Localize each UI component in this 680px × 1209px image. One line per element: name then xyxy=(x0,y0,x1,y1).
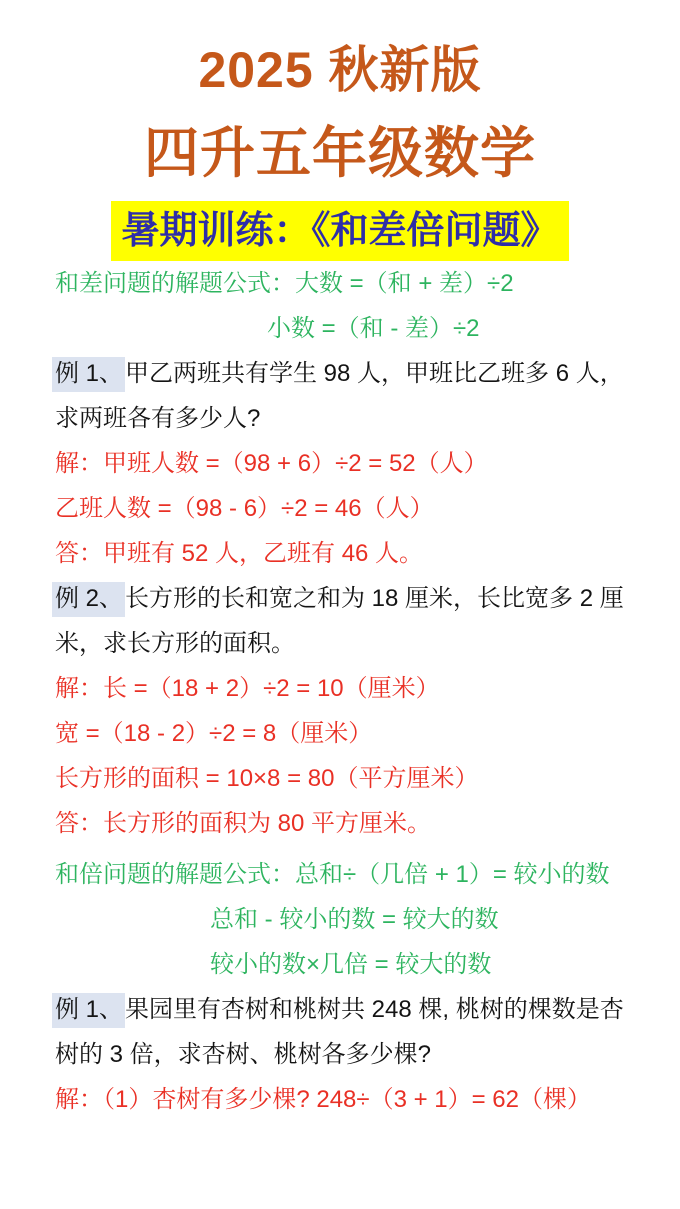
example3-solutions xyxy=(55,1077,638,1122)
sum-diff-formula-line1: 和差问题的解题公式：大数 =（和 + 差）÷2 xyxy=(55,269,514,297)
sum-multiple-formula xyxy=(55,852,638,987)
worksheet-content xyxy=(0,261,680,1122)
example1-solution-line2: 乙班人数 =（98 - 6）÷2 = 46（人） xyxy=(55,494,434,522)
banner-row xyxy=(0,201,680,261)
example2-answer-line: 答：长方形的面积为 80 平方厘米。 xyxy=(55,809,432,837)
example1-solutions xyxy=(55,441,638,576)
sum-multiple-formula-line2: 总和 - 较小的数 = 较大的数 xyxy=(210,905,499,933)
example2-question-text: 长方形的长和宽之和为 18 厘米，长比宽多 2 厘米，求长方形的面积。 xyxy=(55,584,624,657)
example2-solutions xyxy=(55,666,638,846)
sum-diff-formula-line2: 小数 =（和 - 差）÷2 xyxy=(267,314,480,342)
example1-answer-line: 答：甲班有 52 人，乙班有 46 人。 xyxy=(55,539,424,567)
example2-label: 例 2、 xyxy=(52,582,125,617)
example2-solution-line1: 解：长 =（18 + 2）÷2 = 10（厘米） xyxy=(55,674,440,702)
topic-banner: 暑期训练：《和差倍问题》 xyxy=(111,201,568,261)
example1-label: 例 1、 xyxy=(52,357,125,392)
example1-solution-line1: 解：甲班人数 =（98 + 6）÷2 = 52（人） xyxy=(55,449,488,477)
example3-solution-line1: 解：（1）杏树有多少棵? 248÷（3 + 1）= 62（棵） xyxy=(55,1085,592,1113)
example2-question xyxy=(55,576,638,666)
example3-label: 例 1、 xyxy=(52,993,125,1028)
page-title-line2: 四升五年级数学 xyxy=(143,121,536,184)
example1-question-text: 甲乙两班共有学生 98 人，甲班比乙班多 6 人，求两班各有多少人? xyxy=(55,359,624,432)
page-title-line1: 2025 秋新版 xyxy=(198,42,482,98)
example3-question xyxy=(55,987,638,1077)
example2-solution-line2: 宽 =（18 - 2）÷2 = 8（厘米） xyxy=(55,719,373,747)
example1-question xyxy=(55,351,638,441)
example3-question-text: 果园里有杏树和桃树共 248 棵, 桃树的棵数是杏树的 3 倍，求杏树、桃树各多少棵? xyxy=(55,995,624,1068)
sum-multiple-formula-line3: 较小的数×几倍 = 较大的数 xyxy=(210,950,492,978)
sum-multiple-formula-line1: 和倍问题的解题公式：总和÷（几倍 + 1）= 较小的数 xyxy=(55,860,610,888)
example2-solution-line3: 长方形的面积 = 10×8 = 80（平方厘米） xyxy=(55,764,479,792)
